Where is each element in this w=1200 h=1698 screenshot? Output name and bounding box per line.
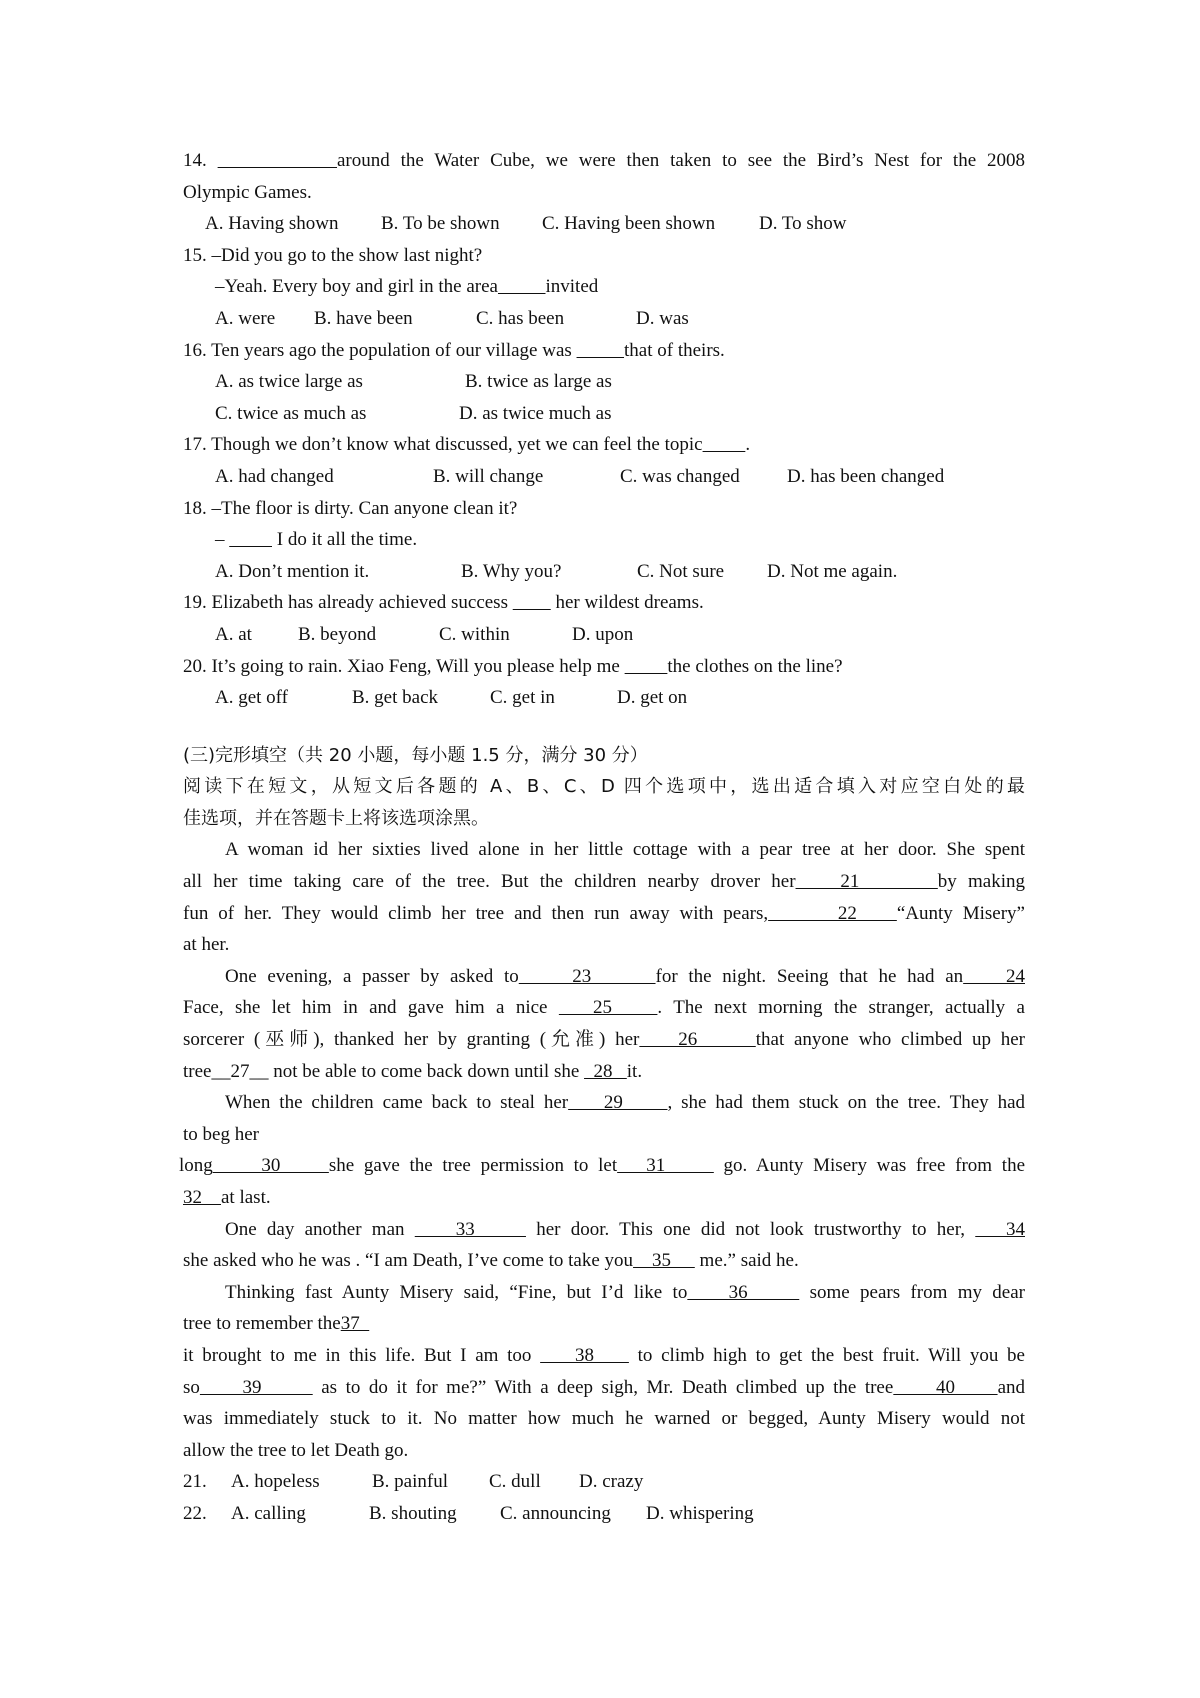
answer-blank — [625, 656, 668, 677]
passage-text: she asked who he was . “I am Death, I’ve come to take you — [183, 1250, 634, 1272]
passage-text: not be able to come back down until she — [268, 1060, 585, 1082]
question-21-options — [183, 1466, 1025, 1498]
question-number: 22. — [183, 1502, 207, 1524]
cloze-blank-29: 29 — [568, 1092, 668, 1114]
option-d: D. has been changed — [787, 465, 945, 487]
question-text: –Yeah. Every boy and girl in the area — [215, 276, 498, 298]
cloze-blank-28: 28 — [584, 1060, 627, 1082]
question-text: invited — [545, 276, 599, 298]
answer-blank — [218, 150, 337, 171]
option-a: A. were — [215, 307, 276, 329]
cloze-blank-38: 38 — [540, 1344, 629, 1366]
question-14-stem — [183, 145, 1025, 177]
question-18-stem: 18. –The floor is dirty. Can anyone clean it? — [183, 497, 518, 519]
passage-text: her door. This one did not look trustworthy to her, — [525, 1218, 976, 1240]
passage-line — [183, 1308, 1025, 1340]
question-22-options — [183, 1498, 1025, 1530]
passage-text: at last. — [221, 1187, 271, 1208]
question-19-options — [183, 619, 1025, 651]
cloze-blank-34: 34 — [975, 1218, 1025, 1240]
cloze-blank-33: 33 — [414, 1218, 526, 1240]
question-text: – — [215, 529, 230, 551]
passage-text: to climb high to get the best fruit. Will you be — [628, 1344, 1025, 1366]
option-d: D. as twice much as — [459, 402, 612, 424]
passage-text: long — [179, 1155, 213, 1177]
passage-text: “Aunty Misery” — [896, 902, 1025, 924]
passage-line — [183, 898, 1025, 930]
passage-line — [183, 1245, 1025, 1277]
passage-line: allow the tree to let Death go. — [183, 1439, 409, 1461]
section-3-instructions: 阅读下在短文，从短文后各题的 A、B、C、D 四个选项中，选出适合填入对应空白处的最 — [183, 776, 1025, 798]
section-3-instructions-cont: 佳选项，并在答题卡上将该选项涂黑。 — [183, 807, 489, 829]
option-c: C. was changed — [620, 465, 740, 487]
question-16-options-row2 — [183, 398, 1025, 430]
option-a: A. hopeless — [231, 1471, 320, 1493]
option-d: D. crazy — [579, 1471, 644, 1493]
cloze-blank-36: 36 — [687, 1281, 800, 1303]
option-b: B. get back — [352, 687, 439, 709]
section-spacer — [183, 714, 1025, 740]
option-a: A. calling — [231, 1502, 306, 1524]
passage-line — [183, 1024, 1025, 1056]
answer-blank — [229, 529, 272, 550]
passage-line — [183, 1372, 1025, 1404]
question-18-reply — [183, 524, 1025, 556]
question-text: 16. Ten years ago the population of our village was — [183, 339, 577, 361]
passage-text: . The next morning the stranger, actually a — [657, 997, 1025, 1019]
question-text: the clothes on the line? — [667, 655, 843, 677]
passage-text: Face, she let him in and gave him a nice — [183, 997, 559, 1019]
option-c: C. has been — [476, 307, 565, 329]
passage-text: as to do it for me?” With a deep sigh, Mr. Death climbed up the tree — [312, 1376, 894, 1398]
question-15-stem: 15. –Did you go to the show last night? — [183, 244, 483, 266]
question-text: that of theirs. — [624, 339, 725, 361]
option-c: C. twice as much as — [215, 402, 367, 424]
passage-text: sorcerer (巫师), thanked her by granting (允准) her — [183, 1029, 640, 1051]
question-number: 14. — [183, 150, 207, 171]
passage-line — [183, 1056, 1025, 1088]
option-d: D. Not me again. — [767, 560, 898, 582]
passage-text: tree to remember the — [183, 1313, 341, 1335]
option-b: B. have been — [314, 307, 413, 329]
question-text: around the Water Cube, we were then taken to see the Bird’s Nest for the 2008 — [337, 150, 1025, 171]
exam-page — [179, 145, 1026, 1530]
cloze-blank-30: 30 — [212, 1155, 329, 1177]
option-b: B. will change — [433, 465, 544, 487]
passage-text: One day another man — [225, 1218, 415, 1240]
passage-text: me.” said he. — [694, 1250, 799, 1272]
passage-text: for the night. Seeing that he had an — [655, 965, 964, 987]
cloze-blank-21: 21 — [795, 871, 938, 893]
question-text: her wildest dreams. — [550, 592, 704, 614]
passage-line — [183, 992, 1025, 1024]
cloze-blank-39: 39 — [199, 1376, 313, 1398]
option-c: C. Not sure — [637, 560, 725, 582]
option-c: C. within — [439, 623, 510, 645]
option-d: D. whispering — [646, 1502, 754, 1524]
cloze-blank-35: 35 — [633, 1250, 695, 1272]
passage-line — [183, 961, 1025, 993]
question-16-options-row1 — [183, 366, 1025, 398]
question-15-options — [183, 303, 1025, 335]
option-a: A. at — [215, 623, 252, 645]
option-c: C. announcing — [500, 1502, 611, 1524]
passage-text: and — [997, 1376, 1026, 1398]
question-18-options — [183, 556, 1025, 588]
cloze-blank-32: 32 — [183, 1187, 221, 1208]
option-c: C. Having been shown — [542, 213, 716, 235]
question-text: 17. Though we don’t know what discussed, yet we can feel the topic — [183, 434, 703, 456]
option-d: D. To show — [759, 213, 847, 235]
question-15-reply — [183, 271, 1025, 303]
section-3-title: (三)完形填空（共 20 小题，每小题 1.5 分，满分 30 分） — [183, 744, 648, 766]
passage-text: Thinking fast Aunty Misery said, “Fine, but I’d like to — [225, 1281, 688, 1303]
cloze-blank-26: 26 — [639, 1029, 756, 1051]
passage-text: go. Aunty Misery was free from the — [713, 1155, 1026, 1177]
passage-line: to beg her — [183, 1123, 259, 1145]
cloze-blank-40: 40 — [893, 1376, 998, 1398]
option-a: A. had changed — [215, 465, 334, 487]
option-c: C. get in — [490, 687, 555, 709]
passage-line — [183, 1340, 1025, 1372]
question-text: I do it all the time. — [272, 529, 418, 551]
passage-text: so — [183, 1376, 200, 1398]
passage-text: it. — [626, 1060, 643, 1082]
passage-text: One evening, a passer by asked to — [225, 965, 519, 987]
cloze-blank-25: 25 — [558, 997, 658, 1019]
passage-text: some pears from my dear — [799, 1281, 1025, 1303]
question-19-stem — [183, 587, 1025, 619]
passage-line — [183, 1182, 1025, 1214]
passage-line: A woman id her sixties lived alone in her little cottage with a pear tree at her door. She spent — [225, 839, 1025, 861]
passage-line: was immediately stuck to it. No matter how much he warned or begged, Aunty Misery would not — [183, 1408, 1025, 1430]
passage-text: tree — [183, 1060, 212, 1082]
option-a: A. Having shown — [205, 213, 339, 235]
passage-text: it brought to me in this life. But I am too — [183, 1344, 541, 1366]
question-text: 20. It’s going to rain. Xiao Feng, Will you please help me — [183, 655, 625, 677]
question-17-stem — [183, 429, 1025, 461]
option-b: B. twice as large as — [465, 371, 612, 393]
option-a: A. Don’t mention it. — [215, 560, 370, 582]
question-14-options — [183, 208, 1025, 240]
answer-blank — [513, 592, 551, 613]
answer-blank — [498, 276, 546, 297]
question-14-stem-cont: Olympic Games. — [183, 181, 312, 203]
answer-blank — [577, 340, 625, 361]
option-d: D. was — [636, 307, 689, 329]
option-c: C. dull — [489, 1471, 541, 1493]
passage-text: When the children came back to steal her — [225, 1092, 569, 1114]
option-b: B. To be shown — [381, 213, 500, 235]
passage-line — [183, 1277, 1025, 1309]
passage-line — [183, 1087, 1025, 1119]
passage-text: , she had them stuck on the tree. They had — [667, 1092, 1026, 1114]
cloze-blank-23: 23 — [518, 965, 656, 987]
cloze-blank-37: 37 — [340, 1313, 370, 1335]
question-20-stem — [183, 651, 1025, 683]
passage-line — [183, 1214, 1025, 1246]
cloze-blank-22: 22 — [768, 902, 897, 924]
question-17-options — [183, 461, 1025, 493]
passage-text: fun of her. They would climb her tree and then run away with pears, — [183, 902, 769, 924]
answer-blank — [703, 434, 746, 455]
passage-text: all her time taking care of the tree. But the children nearby drover her — [183, 871, 796, 893]
cloze-blank-27: __27__ — [211, 1060, 269, 1082]
passage-text: that anyone who climbed up her — [755, 1029, 1025, 1051]
option-d: D. get on — [617, 687, 688, 709]
option-d: D. upon — [572, 623, 634, 645]
passage-line — [179, 1150, 1025, 1182]
question-text: 19. Elizabeth has already achieved success — [183, 592, 513, 614]
question-16-stem — [183, 335, 1025, 367]
cloze-blank-31: 31 — [617, 1155, 714, 1177]
question-20-options — [183, 682, 1025, 714]
option-b: B. shouting — [369, 1502, 457, 1524]
passage-text: she gave the tree permission to let — [328, 1155, 618, 1177]
passage-text: by making — [937, 871, 1025, 893]
option-a: A. as twice large as — [215, 371, 363, 393]
passage-line — [183, 866, 1025, 898]
cloze-blank-24: 24 — [963, 965, 1025, 987]
passage-line: at her. — [183, 934, 230, 956]
option-a: A. get off — [215, 687, 288, 709]
option-b: B. painful — [372, 1471, 448, 1493]
question-text: . — [745, 434, 751, 456]
option-b: B. beyond — [298, 623, 377, 645]
question-number: 21. — [183, 1471, 207, 1493]
option-b: B. Why you? — [461, 560, 562, 582]
